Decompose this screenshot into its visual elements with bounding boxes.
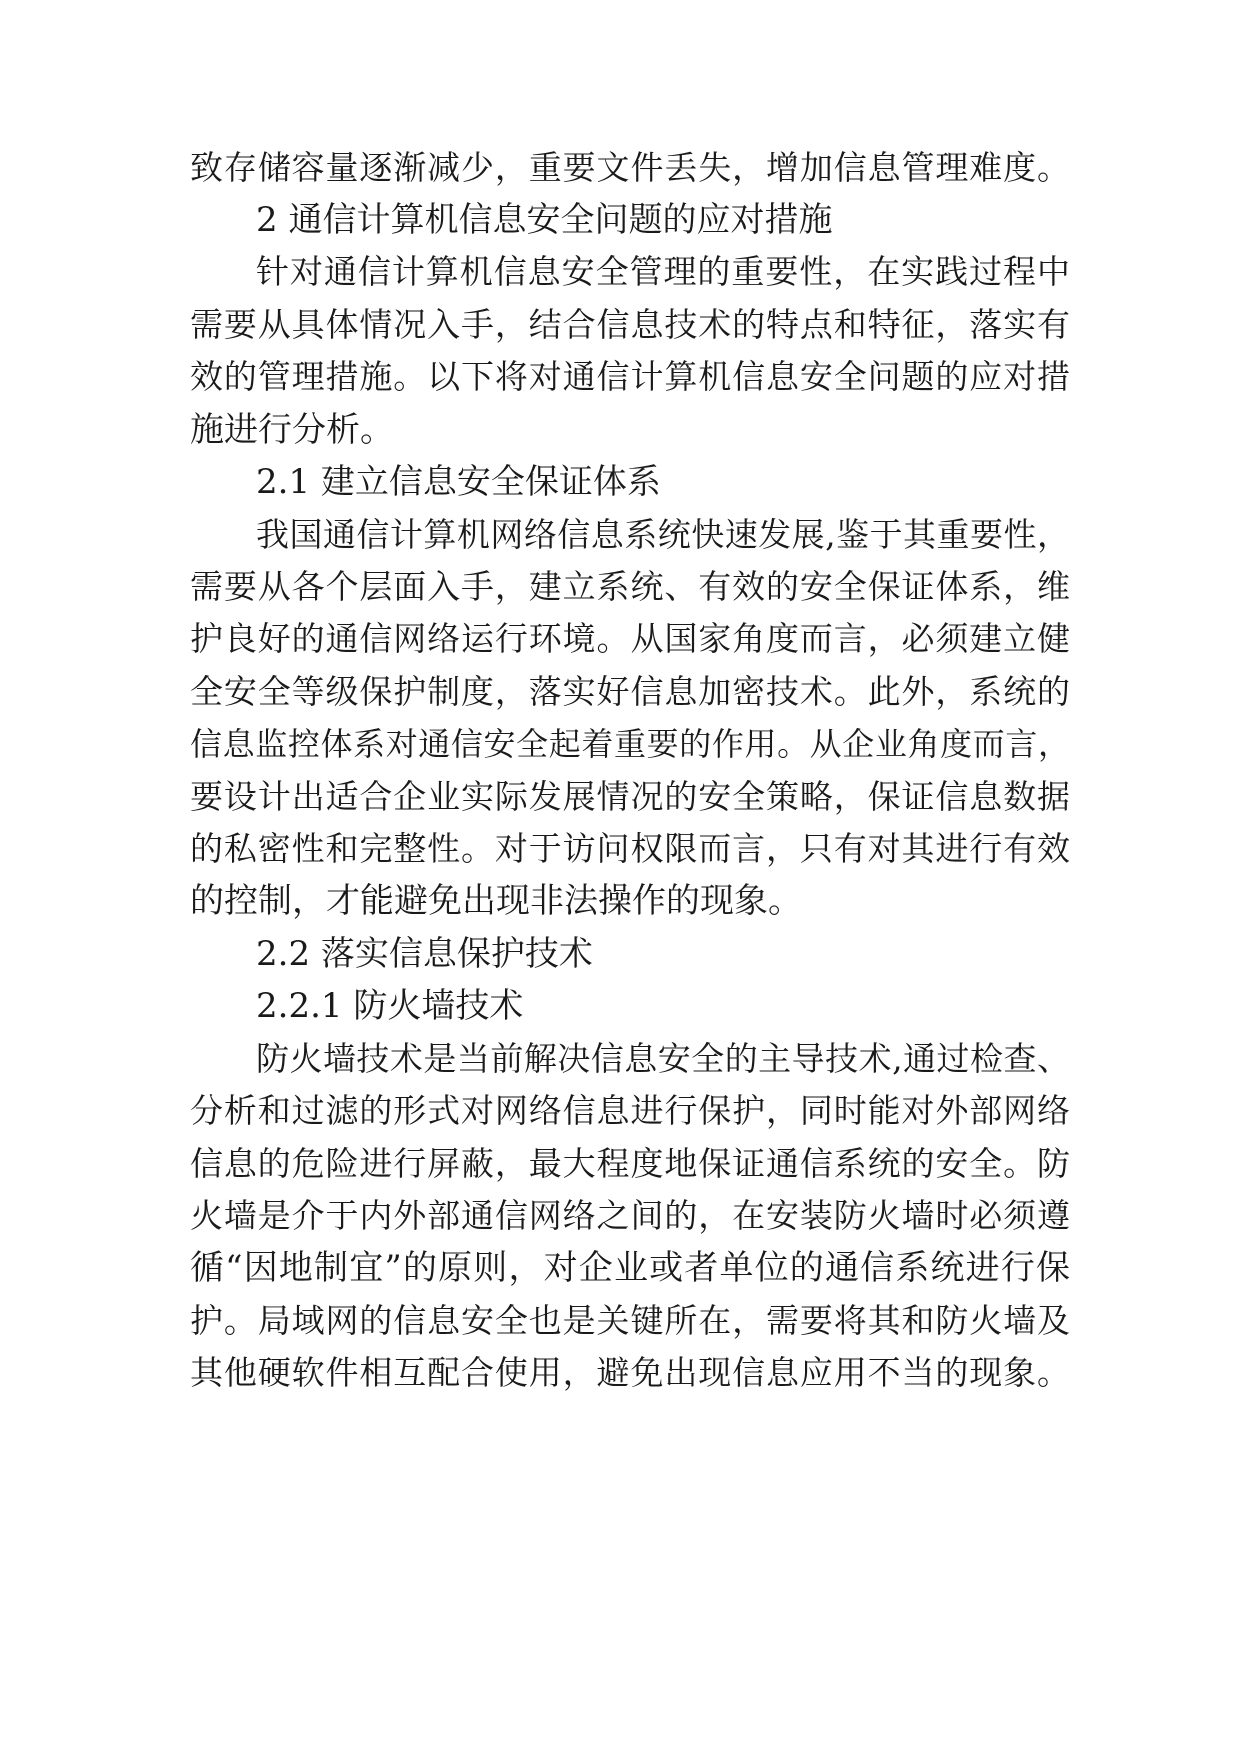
paragraph-line: 护。局域网的信息安全也是关键所在，需要将其和防火墙及 [190,1301,1070,1340]
paragraph-line: 信息的危险进行屏蔽，最大程度地保证通信系统的安全。防 [190,1144,1070,1183]
section-heading: 2 通信计算机信息安全问题的应对措施 [256,200,833,240]
paragraph-line: 效的管理措施。以下将对通信计算机信息安全问题的应对措 [190,357,1070,396]
paragraph-line: 火墙是介于内外部通信网络之间的，在安装防火墙时必须遵 [190,1196,1070,1235]
subsection-heading: 2.1 建立信息安全保证体系 [256,462,661,502]
paragraph-line: 防火墙技术是当前解决信息安全的主导技术,通过检查、 [256,1039,1070,1078]
paragraph-line: 施进行分析。 [190,410,394,450]
paragraph-line: 需要从各个层面入手，建立系统、有效的安全保证体系，维 [190,567,1070,606]
subsection-heading: 2.2 落实信息保护技术 [256,934,593,974]
paragraph-line: 需要从具体情况入手，结合信息技术的特点和特征，落实有 [190,305,1070,344]
paragraph-line: 循“因地制宜”的原则，对企业或者单位的通信系统进行保 [190,1248,1070,1288]
paragraph-line: 护良好的通信网络运行环境。从国家角度而言，必须建立健 [190,619,1070,658]
paragraph-line: 致存储容量逐渐减少，重要文件丢失，增加信息管理难度。 [190,148,1070,187]
paragraph-line: 的控制，才能避免出现非法操作的现象。 [190,881,802,921]
paragraph-line: 要设计出适合企业实际发展情况的安全策略，保证信息数据 [190,777,1070,816]
paragraph-line: 其他硬软件相互配合使用，避免出现信息应用不当的现象。 [190,1353,1070,1392]
paragraph-line: 分析和过滤的形式对网络信息进行保护，同时能对外部网络 [190,1091,1070,1130]
paragraph-line: 信息监控体系对通信安全起着重要的作用。从企业角度而言， [190,725,1070,763]
paragraph-line: 全安全等级保护制度，落实好信息加密技术。此外，系统的 [190,672,1070,711]
paragraph-line: 我国通信计算机网络信息系统快速发展,鉴于其重要性， [256,515,1070,554]
subsubsection-heading: 2.2.1 防火墙技术 [256,986,524,1026]
paragraph-line: 的私密性和完整性。对于访问权限而言，只有对其进行有效 [190,829,1070,868]
paragraph-line: 针对通信计算机信息安全管理的重要性，在实践过程中 [256,252,1070,291]
